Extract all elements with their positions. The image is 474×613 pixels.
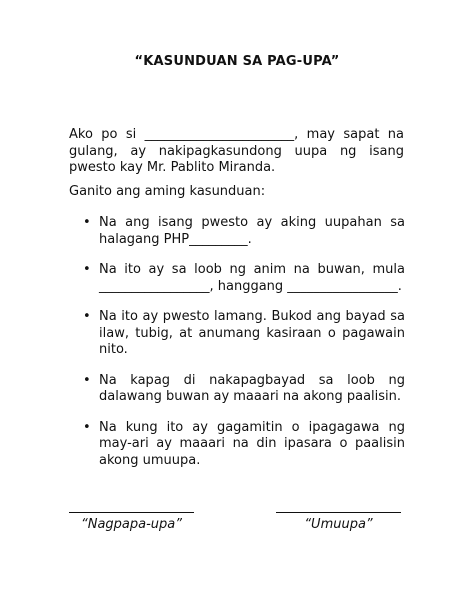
lessor-signature-block bbox=[69, 512, 194, 532]
bullet-icon: • bbox=[83, 215, 91, 230]
document-title: “KASUNDUAN SA PAG-UPA” bbox=[134, 54, 340, 69]
bullet-icon: • bbox=[83, 419, 91, 435]
lessee-signature-block bbox=[276, 512, 401, 532]
agreement-lead-text: Ganito ang aming kasunduan: bbox=[69, 184, 266, 199]
term-item bbox=[83, 309, 405, 359]
term-text: Na ito ay sa loob ng anim na buwan, mula _________________, hanggang _________________. bbox=[99, 262, 405, 294]
bullet-icon: • bbox=[83, 372, 91, 388]
term-item bbox=[83, 373, 405, 406]
term-text: Na kung ito ay gagamitin o ipagagawa ng may-ari ay maaari na din ipasara o paalisin akong umuupa. bbox=[99, 419, 405, 468]
intro-paragraph: Ako po si _______________________, may sapat na gulang, ay nakipagkasundong uupa ng isang pwesto kay Mr. Pablito Miranda. bbox=[69, 127, 404, 175]
term-text: Na ito ay pwesto lamang. Bukod ang bayad sa ilaw, tubig, at anumang kasiraan o pagawain nito. bbox=[99, 309, 405, 357]
term-item bbox=[83, 262, 405, 295]
term-item bbox=[83, 215, 405, 248]
lessee-signature-label: “Umuupa” bbox=[304, 517, 373, 532]
lessor-signature-line bbox=[69, 512, 194, 513]
lessee-signature-line bbox=[276, 512, 401, 513]
lessor-signature-label: “Nagpapa-upa” bbox=[81, 517, 182, 532]
term-text: Na kapag di nakapagbayad sa loob ng dalawang buwan ay maaari na akong paalisin. bbox=[99, 372, 405, 404]
term-item bbox=[83, 420, 405, 470]
term-text: Na ang isang pwesto ay aking uupahan sa halagang PHP_________. bbox=[99, 215, 405, 247]
bullet-icon: • bbox=[83, 309, 91, 324]
bullet-icon: • bbox=[83, 262, 91, 277]
terms-list bbox=[83, 215, 405, 483]
